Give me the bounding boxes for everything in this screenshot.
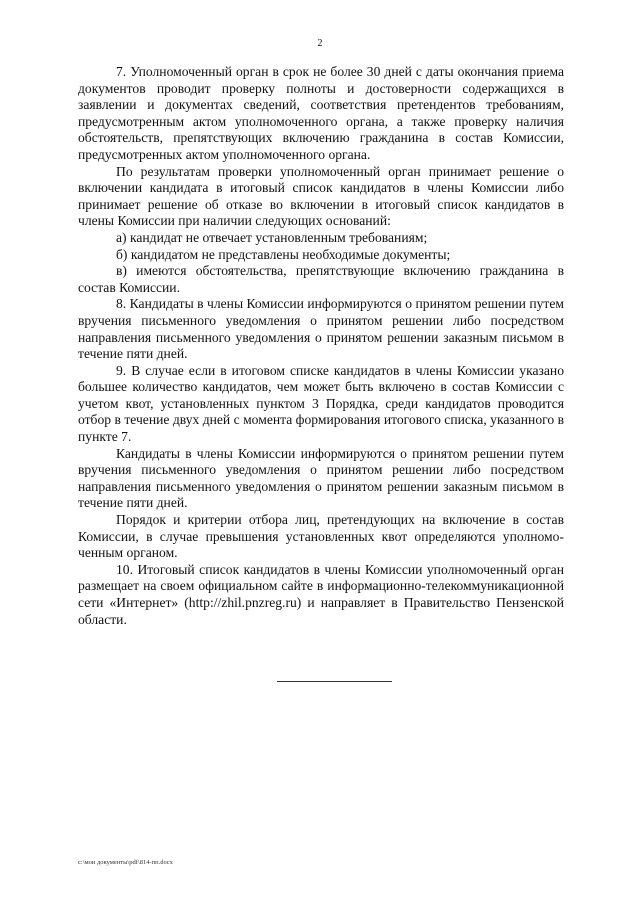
paragraph-notification: Кандидаты в члены Комиссии информируются о принятом решении путем вручения письменного уведомления о принятом решении либо посредством направления письменного уведомления о принятом решении заказным письмом в течение пяти дней. bbox=[78, 445, 564, 511]
paragraph-item-9: 9. В случае если в итоговом списке кандидатов в члены Комиссии указано большее количество кандидатов, чем может быть включено в состав Комиссии с учетом квот, установленных пунктом 3 Порядка, среди кандидатов проводится отбор в течение двух дней с момента формирования итогового списка, указанного в пункте 7. bbox=[78, 362, 564, 445]
paragraph-item-8: 8. Кандидаты в члены Комиссии информируются о принятом решении путем вручения письменного уведомления о принятом решении либо посредством направления письменного уведомления о принятом решении заказным письмом в течение пяти дней. bbox=[78, 296, 564, 362]
paragraph-selection-criteria: Порядок и критерии отбора лиц, претендующих на включение в состав Комиссии, в случае превышения установленных квот определяются уполномо-ченным органом. bbox=[78, 512, 564, 561]
list-item-a: а) кандидат не отвечает установленным требованиям; bbox=[116, 229, 428, 245]
list-item-v: в) имеются обстоятельства, препятствующие включению гражданина в состав Комиссии. bbox=[78, 263, 564, 295]
document-body bbox=[78, 64, 564, 628]
footer-file-path: c:\мои документы\pdf\814-пп.docx bbox=[78, 859, 173, 866]
paragraph-check-results: По результатам проверки уполномоченный орган принимает решение о включении кандидата в итоговый список кандидатов в члены Комиссии либо принимает решение об отказе во включении в итоговый список кандидатов в члены Комиссии при наличии следующих оснований: bbox=[78, 163, 564, 229]
end-divider bbox=[277, 681, 392, 682]
page-number: 2 bbox=[317, 38, 323, 49]
paragraph-item-10: 10. Итоговый список кандидатов в члены Комиссии уполномоченный орган размещает на своем официальном сайте в информационно-телекоммуникационной сети «Интернет» (http://zhil.pnzreg.ru) и направляет в Правительство Пензенской области. bbox=[78, 561, 564, 627]
paragraph-item-7: 7. Уполномоченный орган в срок не более 30 дней с даты окончания приема документов проводит проверку полноты и достоверности содержащихся в заявлении и документах сведений, соответствия претендентов требованиям, предусмотренным актом уполномоченного органа, а также проверку наличия обстоятельств, препятствующих включению гражданина в состав Комиссии, предусмотренных актом уполномоченного органа. bbox=[78, 64, 564, 162]
list-item-b: б) кандидатом не представлены необходимые документы; bbox=[116, 246, 451, 262]
